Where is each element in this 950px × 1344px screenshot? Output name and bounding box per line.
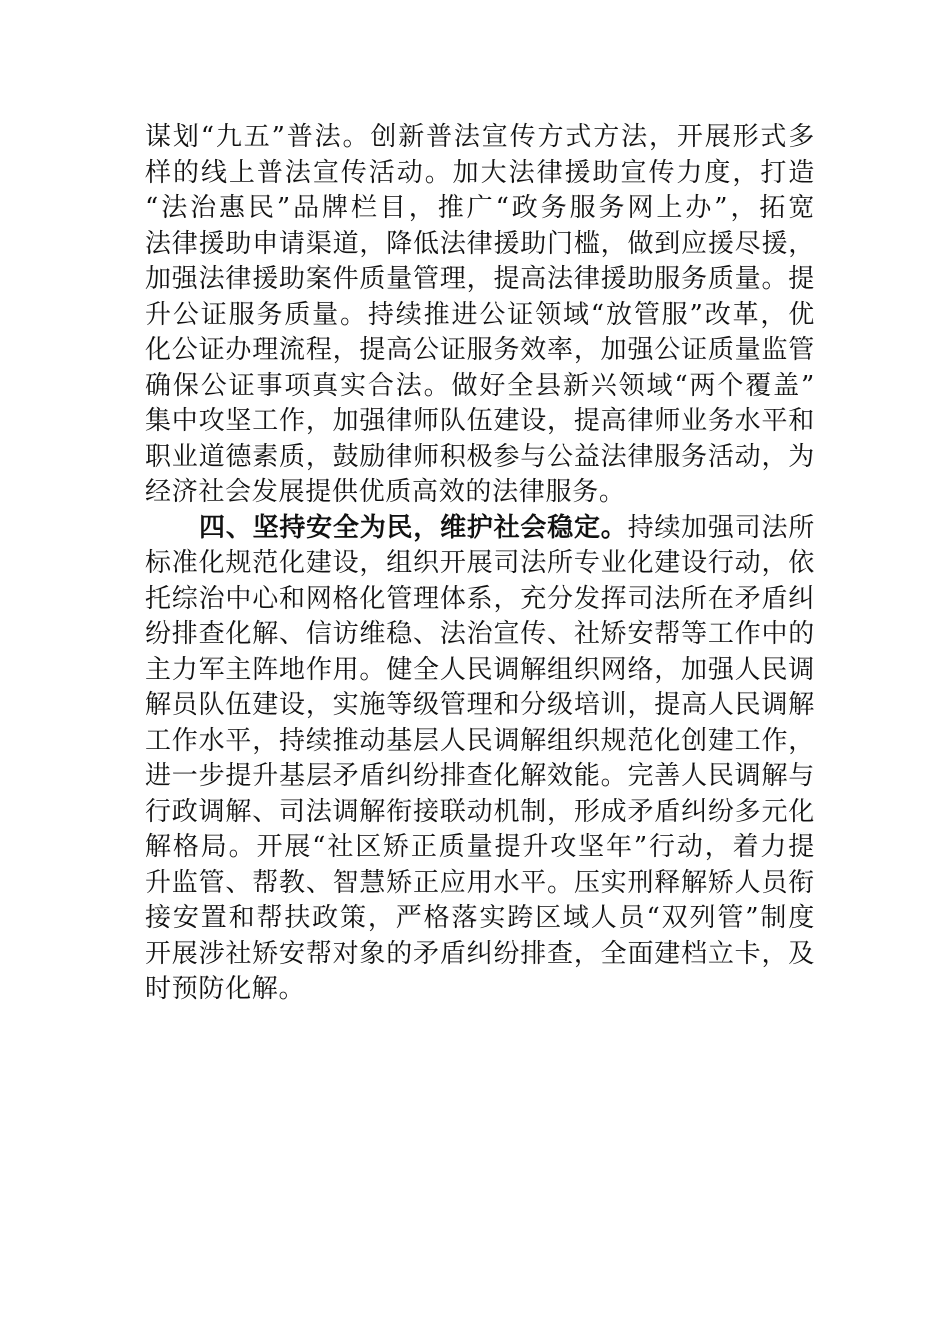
paragraph-line: 进一步提升基层矛盾纠纷排查化解效能。完善人民调解与 <box>145 761 815 791</box>
paragraph-line: 接安置和帮扶政策，严格落实跨区域人员“双列管”制度 <box>145 903 815 933</box>
paragraph-line: 经济社会发展提供优质高效的法律服务。 <box>145 477 626 507</box>
paragraph-line: 纷排查化解、信访维稳、法治宣传、社矫安帮等工作中的 <box>145 619 815 649</box>
paragraph-line: 时预防化解。 <box>145 974 306 1004</box>
paragraph-line: 标准化规范化建设，组织开展司法所专业化建设行动，依 <box>145 548 815 578</box>
paragraph-line: 确保公证事项真实合法。做好全县新兴领域“两个覆盖” <box>145 370 815 401</box>
paragraph-line: 主力军主阵地作用。健全人民调解组织网络，加强人民调 <box>145 654 815 685</box>
body-text <box>145 120 815 1008</box>
paragraph-line: 升公证服务质量。持续推进公证领域“放管服”改革，优 <box>145 299 815 330</box>
paragraph-line: 解格局。开展“社区矫正质量提升攻坚年”行动，着力提 <box>145 832 815 862</box>
paragraph-line: 行政调解、司法调解衔接联动机制，形成矛盾纠纷多元化 <box>145 796 815 827</box>
paragraph-line: 职业道德素质，鼓励律师积极参与公益法律服务活动，为 <box>145 441 815 472</box>
paragraph-line: 集中攻坚工作，加强律师队伍建设，提高律师业务水平和 <box>145 406 815 436</box>
paragraph-line: 加强法律援助案件质量管理，提高法律援助服务质量。提 <box>145 264 815 294</box>
section-heading: 四、坚持安全为民，维护社会稳定。 <box>199 512 628 543</box>
paragraph-line: 托综治中心和网格化管理体系，充分发挥司法所在矛盾纠 <box>145 583 815 614</box>
section-heading-line <box>145 511 815 547</box>
paragraph-line: 谋划“九五”普法。创新普法宣传方式方法，开展形式多 <box>145 122 815 152</box>
paragraph-line: 开展涉社矫安帮对象的矛盾纠纷排查，全面建档立卡，及 <box>145 938 815 969</box>
heading-line-text: 持续加强司法所 <box>627 512 815 543</box>
paragraph-line: 解员队伍建设，实施等级管理和分级培训，提高人民调解 <box>145 690 815 720</box>
paragraph-line: 升监管、帮教、智慧矫正应用水平。压实刑释解矫人员衔 <box>145 867 815 898</box>
paragraph-line: 工作水平，持续推动基层人民调解组织规范化创建工作， <box>145 725 815 756</box>
paragraph-line: 样的线上普法宣传活动。加大法律援助宣传力度，打造 <box>145 157 815 188</box>
paragraph-line: 化公证办理流程，提高公证服务效率，加强公证质量监管 <box>145 335 815 365</box>
paragraph-line: “法治惠民”品牌栏目，推广“政务服务网上办”，拓宽 <box>145 193 815 223</box>
paragraph-line: 法律援助申请渠道，降低法律援助门槛，做到应援尽援， <box>145 228 815 259</box>
